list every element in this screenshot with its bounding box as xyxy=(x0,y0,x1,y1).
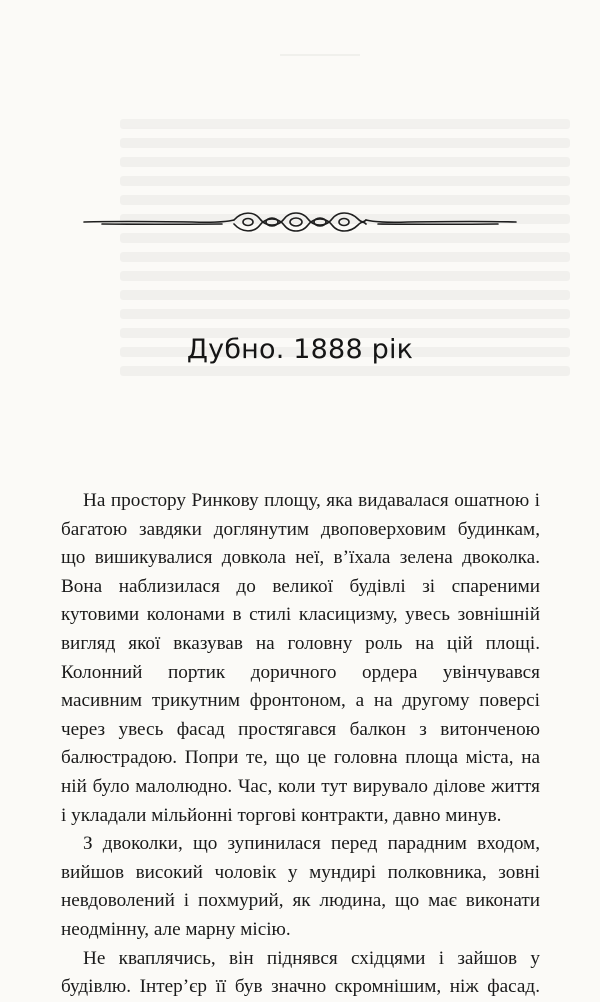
faint-header-ornament xyxy=(280,52,360,58)
scroll-ornament-divider-icon xyxy=(82,205,518,239)
paragraph-2: З двоколки, що зупинилася перед парадним входом, вийшов високий чоловік у мундирі полковника, зовні невдоволений і похмурий, як людина, що має виконати неодмінну, але марну місію. xyxy=(61,833,540,940)
paragraph-3: Не кваплячись, він піднявся східцями і зайшов у будівлю. Інтер’єр її був значно скромнішим, ніж фасад. xyxy=(61,947,540,998)
chapter-body-text xyxy=(61,487,540,1002)
chapter-title: Дубно. 1888 рік xyxy=(186,334,414,365)
paragraph-1: На простору Ринкову площу, яка видавалася ошатною і багатою завдяки доглянутим двоповерховим будинкам, що вишикувалися довкола неї, в’їхала зелена двоколка. Вона наблизилася до великої будівлі зі спареними кутовими колонами в стилі класицизму, увесь зовнішній вигляд якої вказував на головну роль на цій площі. Колонний портик доричного ордера увінчувався масивним трикутним фронтоном, а на другому поверсі через увесь фасад простягався балкон з витонченою балюстрадою. Попри те, що це головна площа міста, на ній було малолюдно. Час, коли тут вирувало ділове життя і укладали мільйонні торгові контракти, давно минув. xyxy=(61,490,540,826)
